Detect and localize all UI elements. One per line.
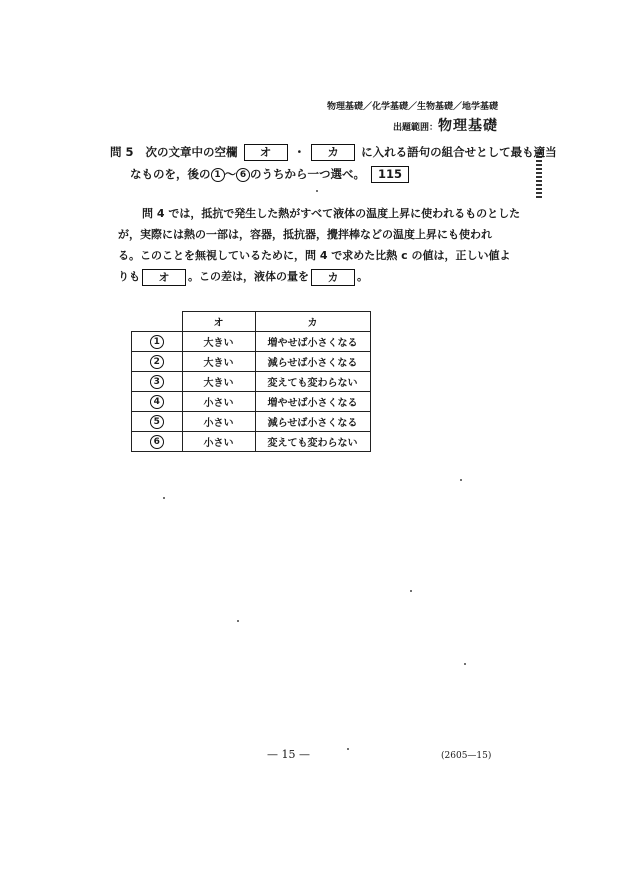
- scan-speck: [163, 497, 165, 499]
- option-ka-value: 変えても変わらない: [255, 432, 370, 452]
- option-numeral: 5: [150, 415, 164, 429]
- blank-ka: カ: [311, 144, 355, 161]
- answer-options-table: [131, 311, 371, 452]
- passage: [118, 203, 521, 287]
- scan-speck: [460, 479, 462, 481]
- page-number: — 15 —: [267, 748, 310, 761]
- option-o-value: 大きい: [182, 332, 255, 352]
- table-row: [132, 432, 371, 452]
- passage-text-4c: 。: [357, 270, 368, 283]
- exam-code: (2605—15): [441, 751, 492, 761]
- option-o-value: 小さい: [182, 412, 255, 432]
- table-row: [132, 392, 371, 412]
- option-numeral: 4: [150, 395, 164, 409]
- option-ka-value: 減らせば小さくなる: [255, 352, 370, 372]
- passage-line-1: 問 4 では，抵抗で発生した熱がすべて液体の温度上昇に使われるものとした: [142, 207, 521, 220]
- passage-line-3: る。このことを無視しているために，問 4 で求めた比熱 c の値は，正しい値よ: [118, 249, 511, 262]
- passage-line-2: が，実際には熱の一部は，容器，抵抗器，攪拌棒などの温度上昇にも使われ: [118, 228, 492, 241]
- table-row: [132, 372, 371, 392]
- scope-header: [393, 115, 498, 135]
- passage-line-4: [118, 266, 502, 287]
- scan-speck: [410, 590, 412, 592]
- passage-text-4b: 。この差は，液体の量を: [188, 270, 309, 283]
- question-line-2: [130, 166, 411, 183]
- passage-blank-ka: カ: [311, 269, 355, 286]
- option-o-value: 小さい: [182, 392, 255, 412]
- question-number: 問 5: [110, 145, 134, 159]
- question-line-1: [110, 144, 557, 161]
- range-start-numeral: 1: [211, 168, 225, 182]
- option-numeral: 1: [150, 335, 164, 349]
- option-numeral: 6: [150, 435, 164, 449]
- option-o-value: 小さい: [182, 432, 255, 452]
- option-ka-value: 変えても変わらない: [255, 372, 370, 392]
- table-header-empty: [132, 312, 183, 332]
- question-text-2b: のうちから一つ選べ。: [250, 167, 365, 181]
- option-ka-value: 増やせば小さくなる: [255, 332, 370, 352]
- answer-number-box: 115: [371, 166, 409, 183]
- option-o-value: 大きい: [182, 372, 255, 392]
- subjects-header: 物理基礎／化学基礎／生物基礎／地学基礎: [326, 102, 498, 112]
- scan-speck: [237, 620, 239, 622]
- table-row: [132, 412, 371, 432]
- range-end-numeral: 6: [236, 168, 250, 182]
- question-text-1a: 次の文章中の空欄: [145, 145, 238, 159]
- option-numeral: 3: [150, 375, 164, 389]
- passage-text-4a: りも: [118, 270, 140, 283]
- table-header-ka: カ: [255, 312, 370, 332]
- scan-speck: [464, 663, 466, 665]
- blank-o: オ: [244, 144, 288, 161]
- question-text-2a: なものを，後の: [130, 167, 211, 181]
- scan-speck: [347, 748, 349, 750]
- question-text-1b: に入れる語句の組合せとして最も適当: [361, 145, 557, 159]
- table-header-o: オ: [182, 312, 255, 332]
- table-row: [132, 332, 371, 352]
- option-ka-value: 増やせば小さくなる: [255, 392, 370, 412]
- scan-speck: [316, 190, 318, 192]
- range-tilde: ～: [224, 167, 236, 181]
- passage-blank-o: オ: [142, 269, 186, 286]
- scope-value: 物理基礎: [438, 118, 498, 134]
- scope-label: 出題範囲：: [392, 123, 438, 133]
- option-numeral: 2: [150, 355, 164, 369]
- table-header-row: [132, 312, 371, 332]
- table-row: [132, 352, 371, 372]
- option-ka-value: 減らせば小さくなる: [255, 412, 370, 432]
- option-o-value: 大きい: [182, 352, 255, 372]
- separator: ・: [293, 145, 306, 159]
